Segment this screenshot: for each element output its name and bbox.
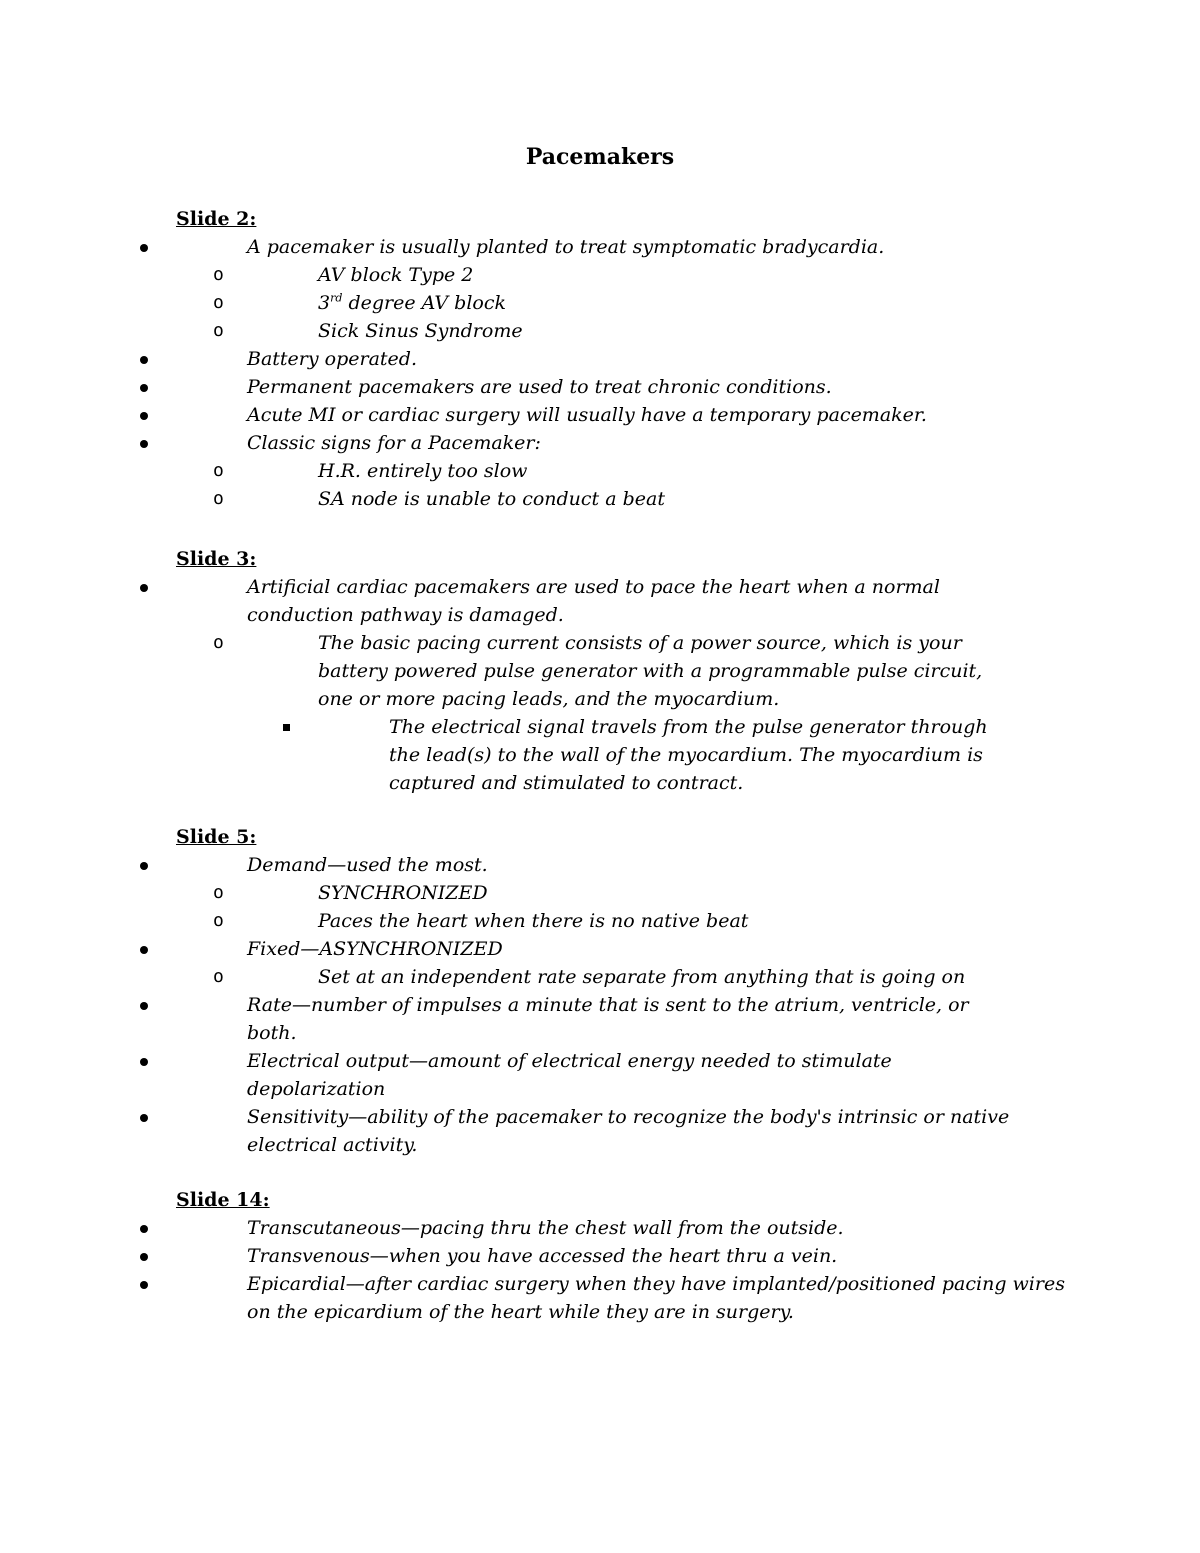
list-item-text: H.R. entirely too slow	[318, 460, 528, 482]
bullet-icon	[140, 1002, 148, 1010]
section-heading: Slide 14:	[176, 1189, 270, 1211]
bullet-icon	[140, 384, 148, 392]
square-bullet-icon	[283, 724, 290, 731]
list-item	[176, 1103, 1047, 1159]
list-item	[176, 373, 1046, 401]
list-item-text: Sensitivity—ability of the pacemaker to recognize the body's intrinsic or native electrical activity.	[247, 1106, 1010, 1156]
list-item-text: Electrical output—amount of electrical energy needed to stimulate depolarization	[247, 1050, 892, 1100]
list-item	[213, 289, 1046, 317]
list-item	[176, 935, 1046, 991]
list-item	[213, 317, 1046, 345]
list-item-text: Fixed—ASYNCHRONIZED	[247, 938, 503, 960]
list-item-text: 3	[318, 292, 331, 314]
list-item-text: SA node is unable to conduct a beat	[318, 488, 665, 510]
circle-bullet-icon: o	[213, 292, 224, 313]
section-slide-5	[176, 823, 1046, 1159]
bullet-icon	[140, 244, 148, 252]
list-item-text: SYNCHRONIZED	[318, 882, 488, 904]
list-item	[213, 261, 1046, 289]
bullet-icon	[140, 584, 148, 592]
section-heading: Slide 5:	[176, 826, 257, 848]
list-item-text: Set at an independent rate separate from anything that is going on	[318, 966, 966, 988]
bullet-list	[176, 233, 1046, 513]
list-item-text: A pacemaker is usually planted to treat symptomatic bradycardia.	[247, 236, 885, 258]
bullet-list	[176, 573, 1046, 797]
circle-bullet-icon: o	[213, 910, 224, 931]
list-item	[213, 629, 998, 797]
list-item-text: Permanent pacemakers are used to treat chronic conditions.	[247, 376, 832, 398]
list-item	[213, 879, 1046, 907]
list-item-text: The basic pacing current consists of a power source, which is your battery powered pulse generator with a programmable pulse circuit, one or more pacing leads, and the myocardium.	[318, 632, 983, 710]
list-item	[176, 851, 1046, 935]
circle-bullet-icon: o	[213, 882, 224, 903]
list-item	[213, 963, 1046, 991]
bullet-icon	[140, 1281, 148, 1289]
list-item	[176, 991, 977, 1047]
list-item-text: Battery operated.	[247, 348, 417, 370]
bullet-icon	[140, 440, 148, 448]
list-item-text: Classic signs for a Pacemaker:	[247, 432, 541, 454]
list-item-text: Demand—used the most.	[247, 854, 488, 876]
circle-bullet-icon: o	[213, 460, 224, 481]
section-slide-14	[176, 1186, 1065, 1326]
list-item	[176, 1242, 1046, 1270]
list-item	[176, 1214, 1046, 1242]
bullet-icon	[140, 1114, 148, 1122]
section-slide-2	[176, 205, 1046, 513]
list-item	[176, 573, 988, 797]
section-slide-3	[176, 545, 1046, 797]
bullet-icon	[140, 946, 148, 954]
bullet-icon	[140, 1253, 148, 1261]
list-item-text: degree AV block	[342, 292, 506, 314]
list-item	[318, 713, 994, 797]
list-item-text: AV block Type 2	[318, 264, 474, 286]
list-item-text: The electrical signal travels from the pulse generator through the lead(s) to the wall of the myocardium. The myocardium is captured and stimulated to contract.	[389, 716, 988, 794]
bullet-icon	[140, 862, 148, 870]
list-item-text: Rate—number of impulses a minute that is sent to the atrium, ventricle, or both.	[247, 994, 969, 1044]
list-item	[176, 401, 1046, 429]
list-item-text: Artificial cardiac pacemakers are used to pace the heart when a normal conduction pathway is damaged.	[247, 576, 940, 626]
bullet-icon	[140, 356, 148, 364]
circle-bullet-icon: o	[213, 264, 224, 285]
bullet-icon	[140, 412, 148, 420]
bullet-list	[176, 1214, 1065, 1326]
bullet-list	[176, 851, 1046, 1159]
list-item-text: Sick Sinus Syndrome	[318, 320, 523, 342]
bullet-icon	[140, 1058, 148, 1066]
list-item-text: Transcutaneous—pacing thru the chest wall from the outside.	[247, 1217, 844, 1239]
list-item	[176, 1270, 1067, 1326]
page-title: Pacemakers	[525, 144, 675, 170]
list-item	[213, 907, 1046, 935]
section-heading: Slide 3:	[176, 548, 257, 570]
list-item	[176, 345, 1046, 373]
list-item	[213, 457, 1046, 485]
list-item	[176, 233, 1046, 345]
circle-bullet-icon: o	[213, 966, 224, 987]
bullet-icon	[140, 1225, 148, 1233]
circle-bullet-icon: o	[213, 320, 224, 341]
list-item-text: Paces the heart when there is no native beat	[318, 910, 749, 932]
list-item	[213, 485, 1046, 513]
circle-bullet-icon: o	[213, 632, 224, 653]
superscript: rd	[330, 291, 343, 305]
list-item	[176, 1047, 927, 1103]
circle-bullet-icon: o	[213, 488, 224, 509]
list-item-text: Epicardial—after cardiac surgery when they have implanted/positioned pacing wires on the epicardium of the heart while they are in surgery.	[247, 1273, 1065, 1323]
section-heading: Slide 2:	[176, 208, 257, 230]
list-item	[176, 429, 1046, 513]
list-item-text: Acute MI or cardiac surgery will usually have a temporary pacemaker.	[247, 404, 927, 426]
list-item-text: Transvenous—when you have accessed the heart thru a vein.	[247, 1245, 838, 1267]
